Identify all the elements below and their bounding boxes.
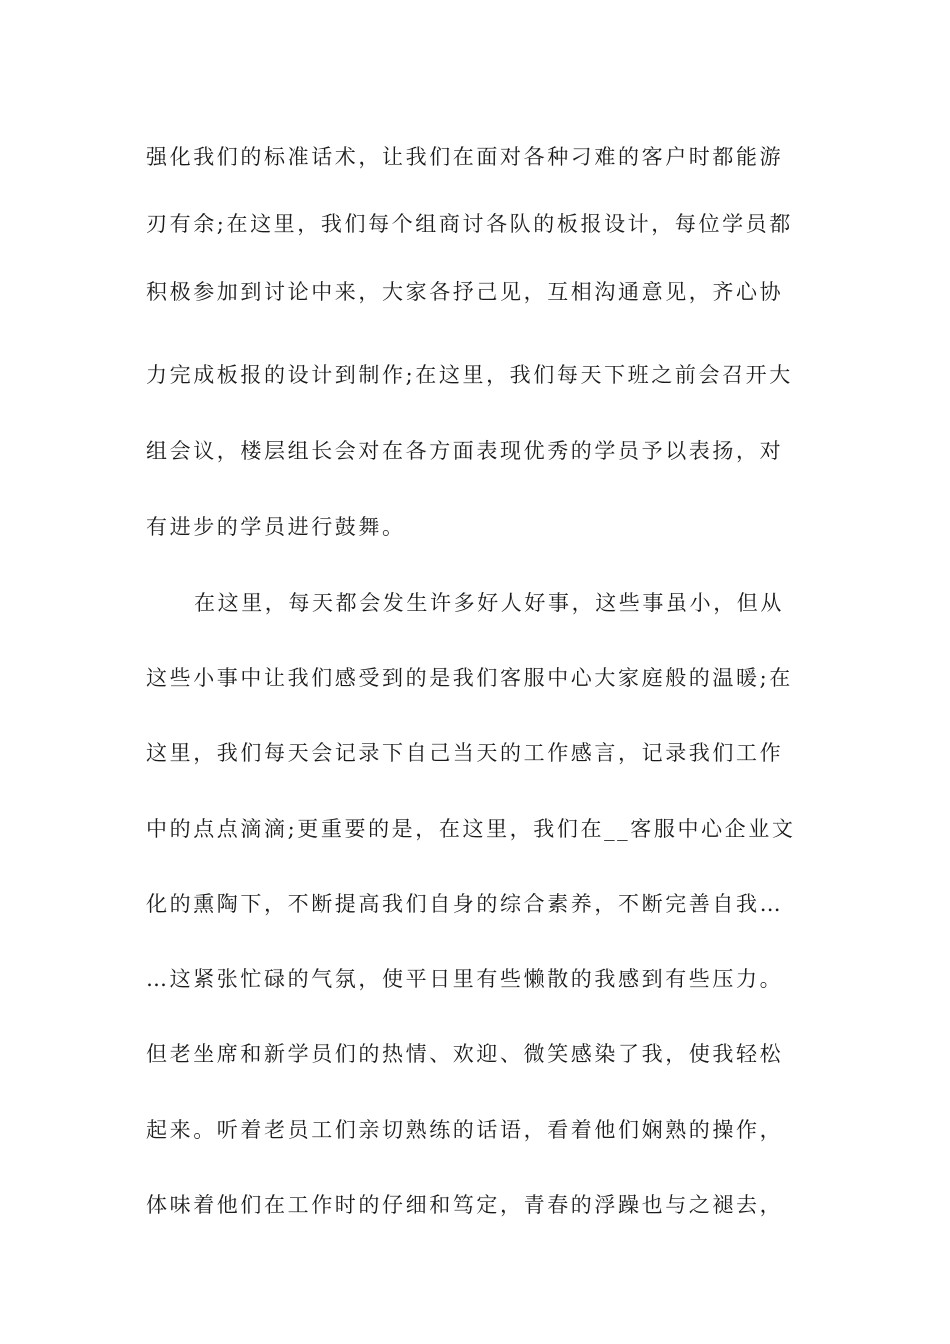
- text-line-13: 但老坐席和新学员们的热情、欢迎、微笑感染了我，使我轻松: [146, 1042, 784, 1066]
- text-line-4: 力完成板报的设计到制作;在这里，我们每天下班之前会召开大: [146, 363, 793, 387]
- text-line-3: 积极参加到讨论中来，大家各抒己见，互相沟通意见，齐心协: [146, 280, 784, 304]
- text-line-1: 强化我们的标准话术，让我们在面对各种刁难的客户时都能游: [146, 145, 784, 169]
- text-line-12: …这紧张忙碌的气氛，使平日里有些懒散的我感到有些压力。: [146, 967, 784, 991]
- text-line-11: 化的熏陶下，不断提高我们自身的综合素养，不断完善自我…: [146, 892, 784, 916]
- text-line-10: 中的点点滴滴;更重要的是，在这里，我们在__客服中心企业文: [146, 817, 796, 841]
- text-line-2: 刃有余;在这里，我们每个组商讨各队的板报设计，每位学员都: [146, 212, 793, 236]
- text-line-6: 有进步的学员进行鼓舞。: [146, 515, 406, 539]
- text-line-14: 起来。听着老员工们亲切熟练的话语，看着他们娴熟的操作，: [146, 1118, 784, 1142]
- text-line-15: 体味着他们在工作时的仔细和笃定，青春的浮躁也与之褪去，: [146, 1193, 784, 1217]
- text-line-5: 组会议，楼层组长会对在各方面表现优秀的学员予以表扬，对: [146, 439, 784, 463]
- paragraph-start-line: 在这里，每天都会发生许多好人好事，这些事虽小，但从: [194, 591, 784, 615]
- text-line-8: 这些小事中让我们感受到的是我们客服中心大家庭般的温暖;在: [146, 666, 793, 690]
- text-line-9: 这里，我们每天会记录下自己当天的工作感言，记录我们工作: [146, 741, 784, 765]
